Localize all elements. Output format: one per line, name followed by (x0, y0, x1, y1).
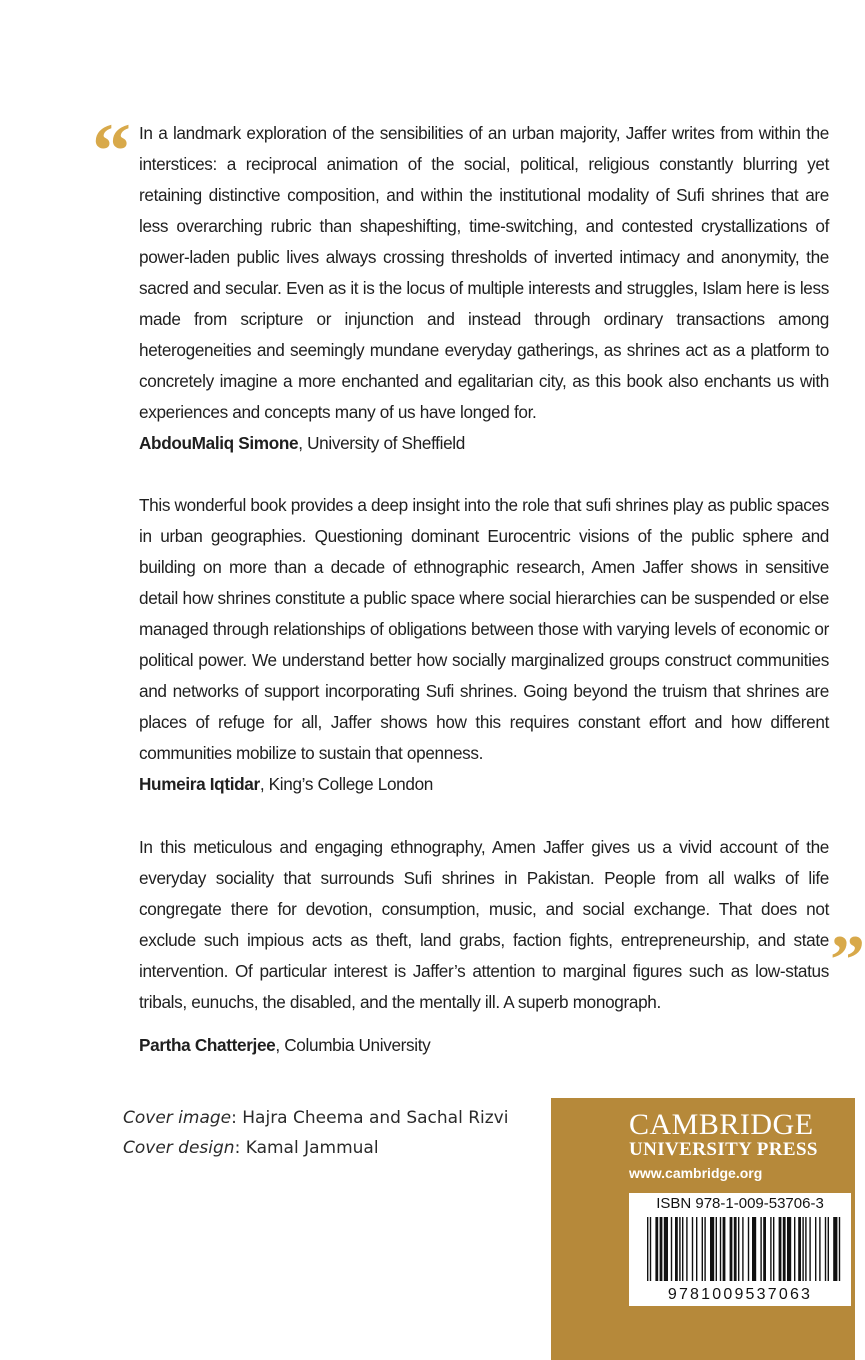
barcode-bar (660, 1217, 663, 1281)
endorsement-simone (139, 118, 829, 459)
barcode-bar (682, 1217, 683, 1281)
endorser-affiliation: , King’s College London (259, 774, 434, 794)
barcode-bar (675, 1217, 678, 1281)
endorser-affiliation: , Columbia University (275, 1035, 431, 1055)
barcode-bar (723, 1217, 726, 1281)
barcode-bar (664, 1217, 668, 1281)
barcode-bar (839, 1217, 840, 1281)
barcode-bar (828, 1217, 829, 1281)
barcode-bar (794, 1217, 795, 1281)
endorsement-chatterjee (139, 832, 829, 1061)
endorser-name: Partha Chatterjee (139, 1035, 276, 1055)
cover-image-credit (123, 1103, 508, 1133)
barcode-bar (702, 1217, 703, 1281)
barcode-bar (752, 1217, 756, 1281)
barcode-bar (692, 1217, 693, 1281)
barcode-bar (805, 1217, 806, 1281)
publisher-block (551, 1098, 855, 1360)
endorsement-text: In this meticulous and engaging ethnography, Amen Jaffer gives us a vivid account of the everyday sociality that surrounds Sufi shrines in Pakistan. People from all walks of life congregate there for devotion, consumption, music, and social exchange. That does not exclude such impious acts as theft, land grabs, faction fights, entrepreneurship, and state intervention. Of particular interest is Jaffer’s attention to marginal figures such as low-status tribals, eunuchs, the disabled, and the mentally ill. A superb monograph. (139, 837, 829, 1012)
endorsement-attribution (139, 428, 829, 459)
barcode-bar (647, 1217, 648, 1281)
barcode-bar (748, 1217, 749, 1281)
endorser-name: Humeira Iqtidar (139, 774, 260, 794)
barcode-bars (647, 1217, 840, 1281)
endorsement-attribution (139, 769, 829, 800)
publisher-press: UNIVERSITY PRESS (629, 1139, 818, 1160)
cover-design-label: Cover design (123, 1138, 235, 1158)
cover-image-label: Cover image (123, 1108, 232, 1128)
cover-design-credit (123, 1133, 508, 1163)
barcode-bar (815, 1217, 816, 1281)
cover-credits (123, 1103, 508, 1163)
endorsements (139, 118, 829, 1061)
endorsement-text: This wonderful book provides a deep insight into the role that sufi shrines play as public spaces in urban geographies. Questioning dominant Eurocentric visions of the public sphere and building on more than a decade of ethnographic research, Amen Jaffer shows in sensitive detail how shrines constitute a public space where social hierarchies can be suspended or else managed through relationships of obligations between those with varying levels of economic or political power. We understand better how socially marginalized groups construct communities and networks of support incorporating Sufi shrines. Going beyond the truism that shrines are places of refuge for all, Jaffer shows how this requires constant effort and how different communities mobilize to sustain that openness. (139, 495, 829, 763)
barcode-bar (671, 1217, 672, 1281)
barcode-bar (650, 1217, 651, 1281)
endorsement-text: In a landmark exploration of the sensibilities of an urban majority, Jaffer writes from within the interstices: a reciprocal animation of the social, political, religious constantly blurring yet retaining distinctive composition, and within the institutional modality of Sufi shrines that are less overarching rubric than shapeshifting, time-switching, and contested crystallizations of power-laden public lives always crossing thresholds of inverted intimacy and anonymity, the sacred and secular. Even as it is the locus of multiple interests and struggles, Islam here is less made from scripture or injunction and instead through ordinary transactions among heterogeneities and seemingly mundane everyday gatherings, as shrines act as a platform to concretely imagine a more enchanted and egalitarian city, as this book also enchants us with experiences and concepts many of us have longed for. (139, 123, 829, 422)
barcode-bar (704, 1217, 705, 1281)
barcode-bar (763, 1217, 766, 1281)
barcode-bar (802, 1217, 803, 1281)
barcode-bar (819, 1217, 820, 1281)
barcode-bar (825, 1217, 826, 1281)
barcode-bar (696, 1217, 697, 1281)
cover-image-value: : Hajra Cheema and Sachal Rizvi (231, 1108, 509, 1128)
endorsement-iqtidar (139, 490, 829, 800)
barcode-digits: 9781009537063 (667, 1286, 813, 1303)
barcode-bar (773, 1217, 774, 1281)
publisher-name: CAMBRIDGE (629, 1108, 814, 1141)
barcode-bar (798, 1217, 801, 1281)
barcode (629, 1193, 851, 1306)
barcode-bar (779, 1217, 782, 1281)
open-quote-mark: “ (92, 107, 125, 194)
barcode-bar (716, 1217, 717, 1281)
barcode-bar (734, 1217, 737, 1281)
barcode-bar (738, 1217, 739, 1281)
isbn-number: ISBN 978-1-009-53706-3 (656, 1195, 824, 1212)
endorser-name: AbdouMaliq Simone (139, 433, 299, 453)
barcode-bar (720, 1217, 721, 1281)
barcode-bar (742, 1217, 743, 1281)
barcode-panel (629, 1193, 851, 1306)
barcode-bar (655, 1217, 658, 1281)
barcode-bar (760, 1217, 761, 1281)
barcode-bar (783, 1217, 786, 1281)
barcode-bar (679, 1217, 680, 1281)
barcode-bar (833, 1217, 837, 1281)
barcode-bar (770, 1217, 771, 1281)
publisher-url: www.cambridge.org (629, 1165, 763, 1181)
endorser-affiliation: , University of Sheffield (298, 433, 465, 453)
barcode-bar (686, 1217, 687, 1281)
cover-design-value: : Kamal Jammual (234, 1138, 379, 1158)
barcode-bar (710, 1217, 714, 1281)
barcode-bar (730, 1217, 733, 1281)
endorsement-attribution (139, 1030, 829, 1061)
barcode-bar (787, 1217, 791, 1281)
barcode-bar (809, 1217, 810, 1281)
close-quote-mark: ” (830, 922, 865, 999)
